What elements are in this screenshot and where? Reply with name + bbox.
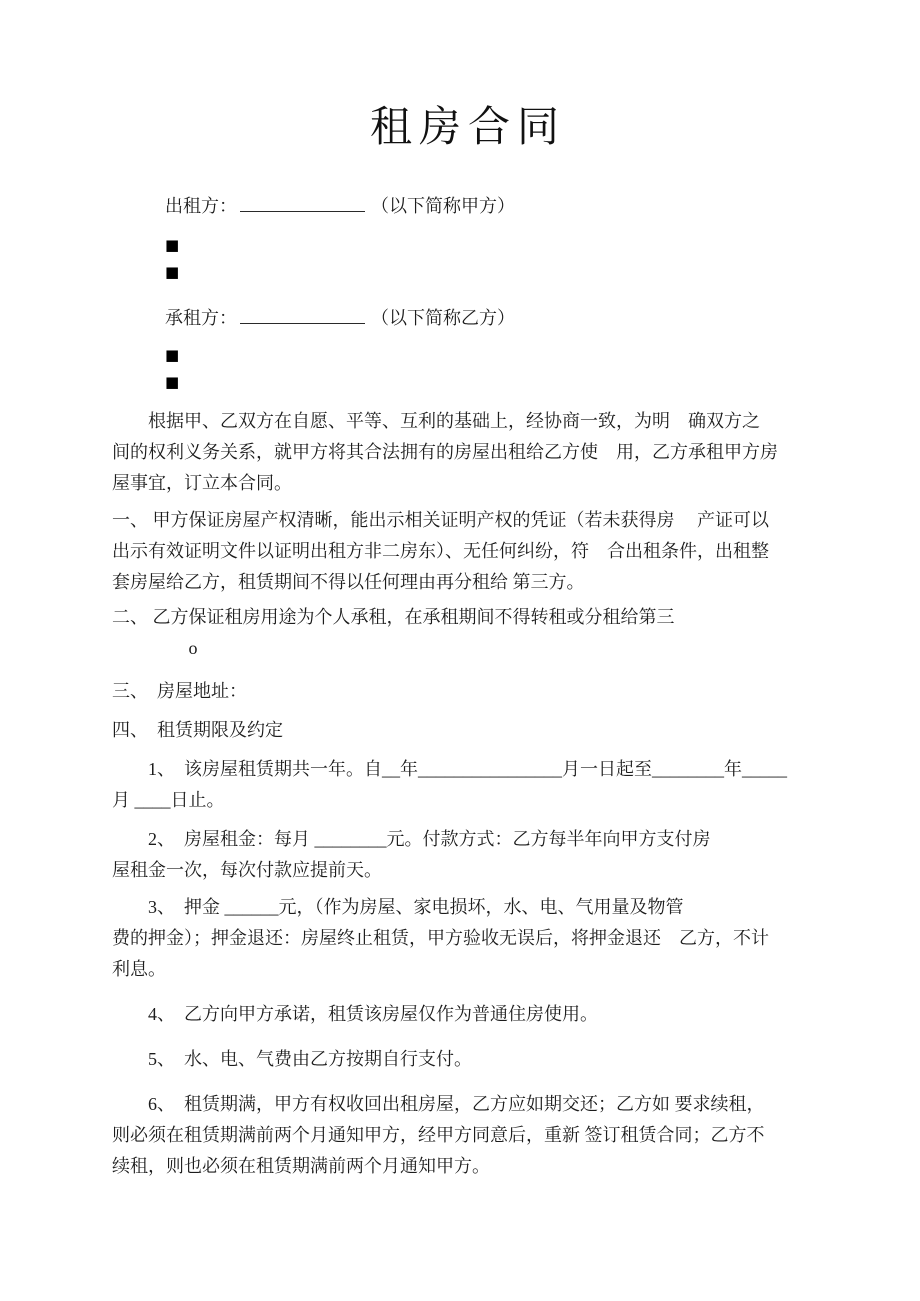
- square-bullet-icon: ■: [165, 263, 180, 281]
- paragraph-item-5: [112, 1044, 824, 1075]
- contract-line: 三、 房屋地址：: [112, 681, 247, 701]
- lessee-line: [165, 304, 824, 332]
- paragraph-clause-4: [112, 715, 824, 746]
- lessor-note: （以下简称甲方）: [371, 196, 515, 216]
- contract-line: 续租，则也必须在租赁期满前两个月通知甲方。: [112, 1156, 490, 1176]
- contract-line: 间的权利义务关系，就甲方将其合法拥有的房屋出租给乙方使 用，乙方承租甲方房: [112, 442, 778, 462]
- contract-line: 屋事宜，订立本合同。: [112, 473, 292, 493]
- contract-line: 利息。: [112, 959, 166, 979]
- contract-line: 2、 房屋租金：每月 ________元。付款方式：乙方每半年向甲方支付房: [112, 829, 711, 849]
- paragraph-clause-2: [112, 602, 824, 664]
- lessor-line: [165, 192, 824, 220]
- contract-line: 费的押金）；押金退还：房屋终止租赁，甲方验收无误后，将押金退还 乙方，不计: [112, 928, 769, 948]
- contract-title: 租房合同: [369, 105, 566, 151]
- contract-line: 根据甲、乙双方在自愿、平等、互利的基础上，经协商一致，为明 确双方之: [112, 411, 760, 431]
- paragraph-item-4: [112, 999, 824, 1030]
- lessee-label: 承租方：: [165, 308, 237, 328]
- lessee-name-blank: [240, 306, 365, 324]
- square-bullet-icon: ■: [165, 346, 180, 364]
- paragraph-item-1: [112, 754, 824, 816]
- contract-line: 1、 该房屋租赁期共一年。自__年________________月一日起至________年_____: [112, 759, 787, 779]
- contract-line: 屋租金一次，每次付款应提前天。: [112, 860, 382, 880]
- paragraph-clause-3: [112, 676, 824, 707]
- paragraph-item-2: [112, 824, 824, 886]
- contract-line: 四、 租赁期限及约定: [112, 720, 283, 740]
- contract-line: 4、 乙方向甲方承诺，租赁该房屋仅作为普通住房使用。: [112, 1004, 598, 1024]
- contract-line: 出示有效证明文件以证明出租方非二房东）、无任何纠纷，符 合出租条件，出租整: [112, 541, 769, 561]
- contract-line: 一、 甲方保证房屋产权清晰，能出示相关证明产权的凭证（若未获得房 产证可以: [112, 510, 769, 530]
- contract-line: 月 ____日止。: [112, 790, 225, 810]
- lessor-name-blank: [240, 194, 365, 212]
- paragraph-preamble: [112, 406, 824, 499]
- contract-line: 则必须在租赁期满前两个月通知甲方，经甲方同意后，重新 签订租赁合同；乙方不: [112, 1125, 765, 1145]
- square-bullet-icon: ■: [165, 236, 180, 254]
- lessee-note: （以下简称乙方）: [371, 308, 515, 328]
- contract-line: 5、 水、电、气费由乙方按期自行支付。: [112, 1049, 472, 1069]
- paragraph-item-6: [112, 1089, 824, 1182]
- paragraph-item-3: [112, 892, 824, 985]
- contract-line: 套房屋给乙方，租赁期间不得以任何理由再分租给 第三方。: [112, 572, 585, 592]
- contract-line: 二、 乙方保证租房用途为个人承租，在承租期间不得转租或分租给第三: [112, 607, 675, 627]
- contract-body: [112, 406, 824, 1182]
- paragraph-clause-1: [112, 505, 824, 598]
- contract-line: o: [112, 638, 198, 658]
- square-bullet-icon: ■: [165, 373, 180, 391]
- lessee-bullet-list: [165, 342, 824, 396]
- lessor-label: 出租方：: [165, 196, 237, 216]
- lessor-bullet-list: [165, 232, 824, 286]
- contract-line: 3、 押金 ______元，（作为房屋、家电损坏，水、电、气用量及物管: [112, 897, 684, 917]
- contract-line: 6、 租赁期满，甲方有权收回出租房屋，乙方应如期交还；乙方如 要求续租，: [112, 1094, 765, 1114]
